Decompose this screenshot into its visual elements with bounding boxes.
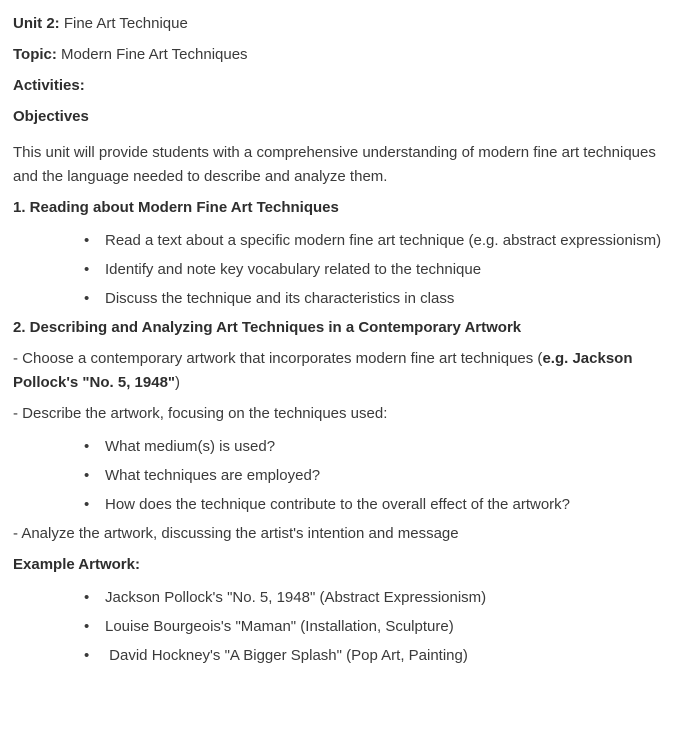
choose-line1-text: - Choose a contemporary artwork that incorporates modern fine art techniques ( (13, 350, 543, 367)
intro-paragraph (13, 141, 674, 189)
topic-label: Topic: (13, 46, 57, 63)
topic-value: Modern Fine Art Techniques (56, 46, 248, 63)
describe-artwork-paragraph: - Describe the artwork, focusing on the techniques used: (13, 405, 388, 422)
list-item: • Discuss the technique and its characteristics in class (84, 287, 674, 311)
section2-heading: 2. Describing and Analyzing Art Techniques in a Contemporary Artwork (13, 319, 522, 336)
choose-line2-suffix: ) (175, 374, 181, 391)
list-item: • What techniques are employed? (84, 464, 674, 488)
choose-artwork-paragraph (13, 347, 674, 395)
objectives-heading: Objectives (13, 108, 89, 125)
list-item: • Jackson Pollock's "No. 5, 1948" (Abstract Expressionism) (84, 586, 674, 610)
unit-value: Fine Art Technique (59, 15, 188, 32)
unit-line (13, 12, 674, 36)
choose-line1-bold: e.g. Jackson (542, 350, 633, 367)
section1-heading: 1. Reading about Modern Fine Art Techniques (13, 199, 339, 216)
example-artwork-heading: Example Artwork: (13, 556, 140, 573)
intro-line-2: and the language needed to describe and analyze them. (13, 168, 388, 185)
activities-label: Activities: (13, 77, 85, 94)
list-item: • What medium(s) is used? (84, 435, 674, 459)
topic-line (13, 43, 674, 67)
choose-line2-bold: Pollock's "No. 5, 1948" (13, 374, 176, 391)
analysis-questions-list (13, 435, 674, 517)
example-artwork-list (13, 586, 674, 668)
unit-label: Unit 2: (13, 15, 60, 32)
list-item: • Read a text about a specific modern fine art technique (e.g. abstract expressionism) (84, 229, 674, 253)
intro-line-1: This unit will provide students with a comprehensive understanding of modern fine art techniques (13, 144, 656, 161)
list-item: • David Hockney's "A Bigger Splash" (Pop Art, Painting) (84, 644, 674, 668)
reading-activities-list (13, 229, 674, 311)
analyze-artwork-paragraph: - Analyze the artwork, discussing the artist's intention and message (13, 525, 459, 542)
list-item: • Identify and note key vocabulary related to the technique (84, 258, 674, 282)
list-item: • How does the technique contribute to the overall effect of the artwork? (84, 493, 674, 517)
list-item: • Louise Bourgeois's "Maman" (Installation, Sculpture) (84, 615, 674, 639)
